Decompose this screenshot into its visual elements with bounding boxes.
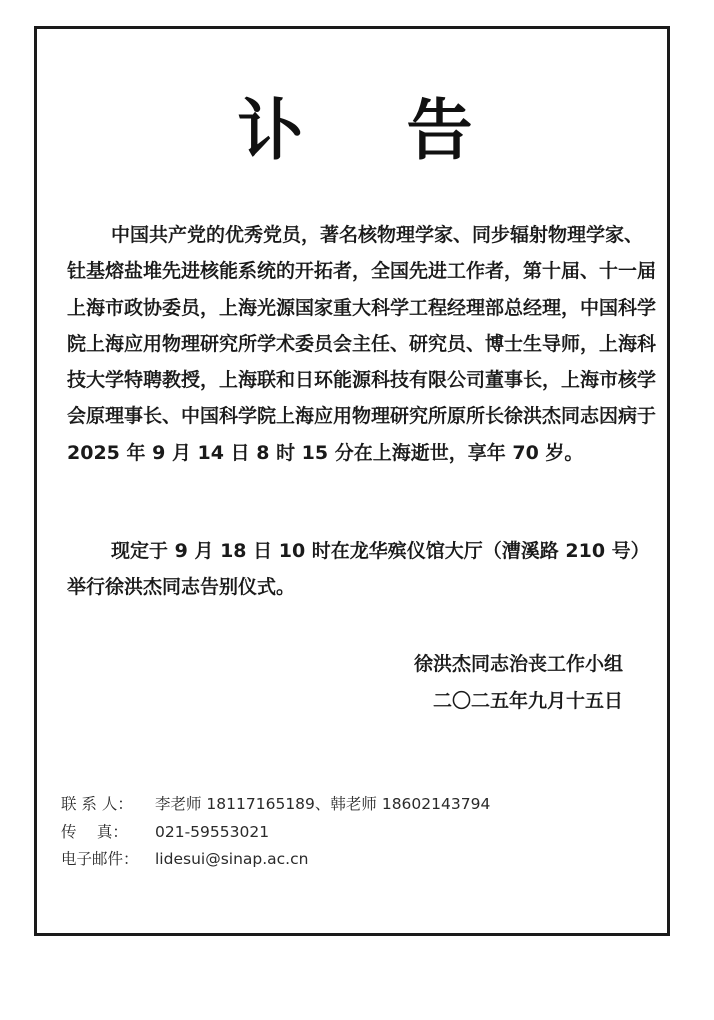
page-title: 讣 告: [237, 92, 513, 169]
obituary-paragraph: [67, 217, 657, 471]
signature-organization: 徐洪杰同志治丧工作小组: [413, 653, 623, 675]
fax-row: [61, 819, 651, 847]
notice-frame: [34, 26, 670, 936]
fax-value: 021-59553021: [155, 822, 270, 841]
contact-person-value: 李老师 18117165189、韩老师 18602143794: [155, 795, 491, 813]
contact-info: [61, 791, 651, 874]
email-value: lidesui@sinap.ac.cn: [155, 850, 309, 868]
contact-person-row: [61, 791, 651, 819]
fax-label: 传 真：: [61, 822, 128, 841]
obituary-text: 中国共产党的优秀党员，著名核物理学家、同步辐射物理学家、钍基熔盐堆先进核能系统的开拓者，全国先进工作者，第十届、十一届上海市政协委员，上海光源国家重大科学工程经理部总经理，中国科学院上海应用物理研究所学术委员会主任、研究员、博士生导师，上海科技大学特聘教授，上海联和日环能源科技有限公司董事长，上海市核学会原理事长、中国科学院上海应用物理研究所原所长徐洪杰同志因病于 2025 年 9 月 14 日 8 时 15 分在上海逝世，享年 70 岁。: [67, 224, 657, 464]
contact-person-label: 联 系 人：: [61, 795, 133, 813]
signature-date: 二〇二五年九月十五日: [432, 690, 623, 712]
ceremony-text: 现定于 9 月 18 日 10 时在龙华殡仪馆大厅（漕溪路 210 号）举行徐洪杰同志告别仪式。: [67, 540, 650, 599]
email-label: 电子邮件：: [61, 850, 139, 868]
email-row: [61, 846, 651, 874]
ceremony-paragraph: [67, 533, 657, 606]
